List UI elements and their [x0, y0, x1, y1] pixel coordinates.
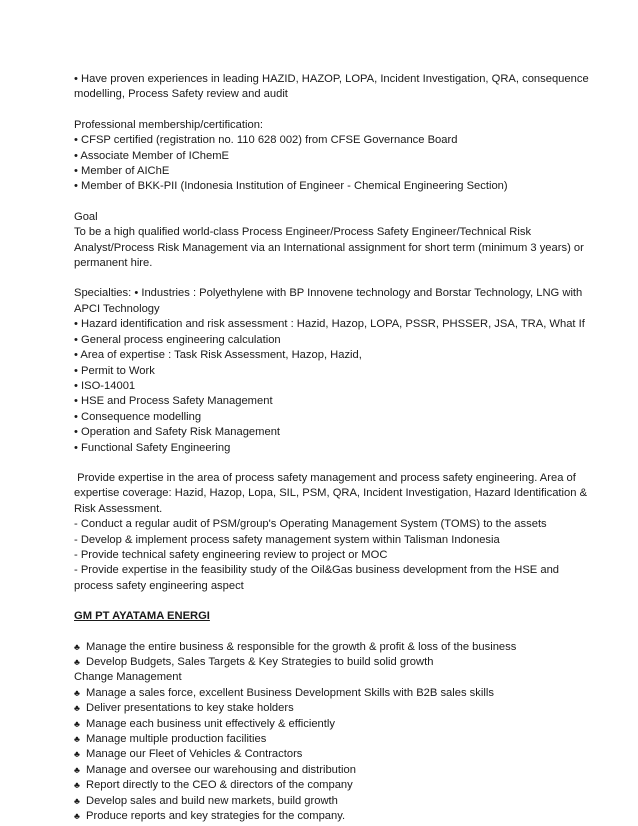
expertise-line: process safety engineering aspect: [74, 579, 244, 592]
club-bullet-icon: ♣: [74, 718, 80, 729]
goal-title: Goal: [74, 210, 98, 223]
expertise-line: Provide expertise in the area of process safety management and process safety engineering. Area of: [74, 471, 576, 484]
gm-item-text: Deliver presentations to key stake holders: [86, 702, 294, 715]
intro-line: • Have proven experiences in leading HAZID, HAZOP, LOPA, Incident Investigation, QRA, consequence: [74, 73, 589, 85]
specialties-line: • Permit to Work: [74, 364, 155, 377]
club-bullet-icon: ♣: [74, 749, 80, 760]
gm-item: [74, 794, 574, 809]
club-bullet-icon: ♣: [74, 641, 80, 652]
gm-item-text: Manage our Fleet of Vehicles & Contractors: [86, 748, 303, 761]
gm-item-text: Produce reports and key strategies for the company.: [86, 810, 346, 823]
expertise-line: - Develop & implement process safety management system within Talisman Indonesia: [74, 533, 500, 546]
club-bullet-icon: ♣: [74, 687, 80, 698]
specialties-line: • ISO-14001: [74, 379, 136, 392]
specialties-section: [74, 286, 585, 455]
club-bullet-icon: ♣: [74, 811, 80, 822]
gm-item-text: Develop sales and build new markets, build growth: [86, 794, 338, 807]
gm-item: [74, 655, 574, 670]
gm-item: [74, 778, 574, 793]
gm-item-text: Manage the entire business & responsible for the growth & profit & loss of the business: [86, 640, 517, 653]
intro-line: modelling, Process Safety review and audit: [74, 88, 288, 101]
gm-heading: GM PT AYATAMA ENERGI: [74, 610, 210, 623]
goal-section: [74, 210, 584, 272]
specialties-line: APCI Technology: [74, 302, 160, 315]
expertise-line: - Provide expertise in the feasibility study of the Oil&Gas business development from the HSE and: [74, 564, 560, 577]
specialties-line: • HSE and Process Safety Management: [74, 395, 273, 408]
gm-item-text: Report directly to the CEO & directors of the company: [86, 779, 353, 792]
gm-item-text: Manage multiple production facilities: [86, 733, 267, 746]
expertise-line: - Provide technical safety engineering review to project or MOC: [74, 548, 388, 561]
gm-section: [74, 609, 574, 824]
specialties-line: • General process engineering calculation: [74, 333, 281, 346]
gm-item-text: Manage a sales force, excellent Business Development Skills with B2B sales skills: [86, 686, 494, 699]
expertise-section: [74, 471, 588, 594]
membership-item: • Member of AIChE: [74, 165, 170, 178]
gm-item: [74, 686, 574, 701]
expertise-line: - Conduct a regular audit of PSM/group's Operating Management System (TOMS) to the assets: [74, 518, 547, 531]
gm-item: [74, 717, 574, 732]
specialties-line: • Area of expertise : Task Risk Assessment, Hazop, Hazid,: [74, 349, 362, 362]
club-bullet-icon: ♣: [74, 657, 80, 667]
intro-section: [74, 72, 589, 103]
goal-line: To be a high qualified world-class Process Engineer/Process Safety Engineer/Technical Risk: [74, 226, 532, 239]
gm-item: [74, 701, 574, 716]
club-bullet-icon: ♣: [74, 734, 80, 745]
specialties-line: Specialties: • Industries : Polyethylene with BP Innovene technology and Borstar Technology, LNG with: [74, 287, 583, 300]
membership-section: [74, 118, 574, 195]
gm-item: [74, 732, 574, 747]
club-bullet-icon: ♣: [74, 795, 80, 806]
membership-item: • Member of BKK-PII (Indonesia Institution of Engineer - Chemical Engineering Section): [74, 180, 508, 193]
gm-item: [74, 747, 574, 762]
membership-item: • CFSP certified (registration no. 110 628 002) from CFSE Governance Board: [74, 134, 458, 147]
goal-line: permanent hire.: [74, 257, 153, 270]
club-bullet-icon: ♣: [74, 764, 80, 775]
goal-line: Analyst/Process Risk Management via an International assignment for short term (minimum 3 years) or: [74, 241, 584, 254]
membership-title: Professional membership/certification:: [74, 118, 264, 131]
specialties-line: • Hazard identification and risk assessment : Hazid, Hazop, LOPA, PSSR, PHSSER, JSA, TRA, What If: [74, 318, 585, 331]
document-page: [74, 72, 589, 824]
specialties-line: • Consequence modelling: [74, 410, 202, 423]
gm-item: [74, 763, 574, 778]
expertise-line: expertise coverage: Hazid, Hazop, Lopa, SIL, PSM, QRA, Incident Investigation, Hazard Identification &: [74, 487, 588, 500]
gm-item-text: Manage and oversee our warehousing and distribution: [86, 763, 356, 776]
membership-item: • Associate Member of IChemE: [74, 149, 230, 162]
club-bullet-icon: ♣: [74, 703, 80, 714]
gm-item: [74, 640, 574, 655]
gm-item-text: Develop Budgets, Sales Targets & Key Strategies to build solid growth: [86, 656, 434, 668]
gm-item-text: Manage each business unit effectively & efficiently: [86, 717, 335, 730]
club-bullet-icon: ♣: [74, 780, 80, 791]
specialties-line: • Functional Safety Engineering: [74, 441, 231, 454]
specialties-line: • Operation and Safety Risk Management: [74, 426, 281, 439]
gm-subheading: Change Management: [74, 671, 182, 684]
expertise-line: Risk Assessment.: [74, 502, 163, 515]
gm-item: [74, 809, 574, 824]
